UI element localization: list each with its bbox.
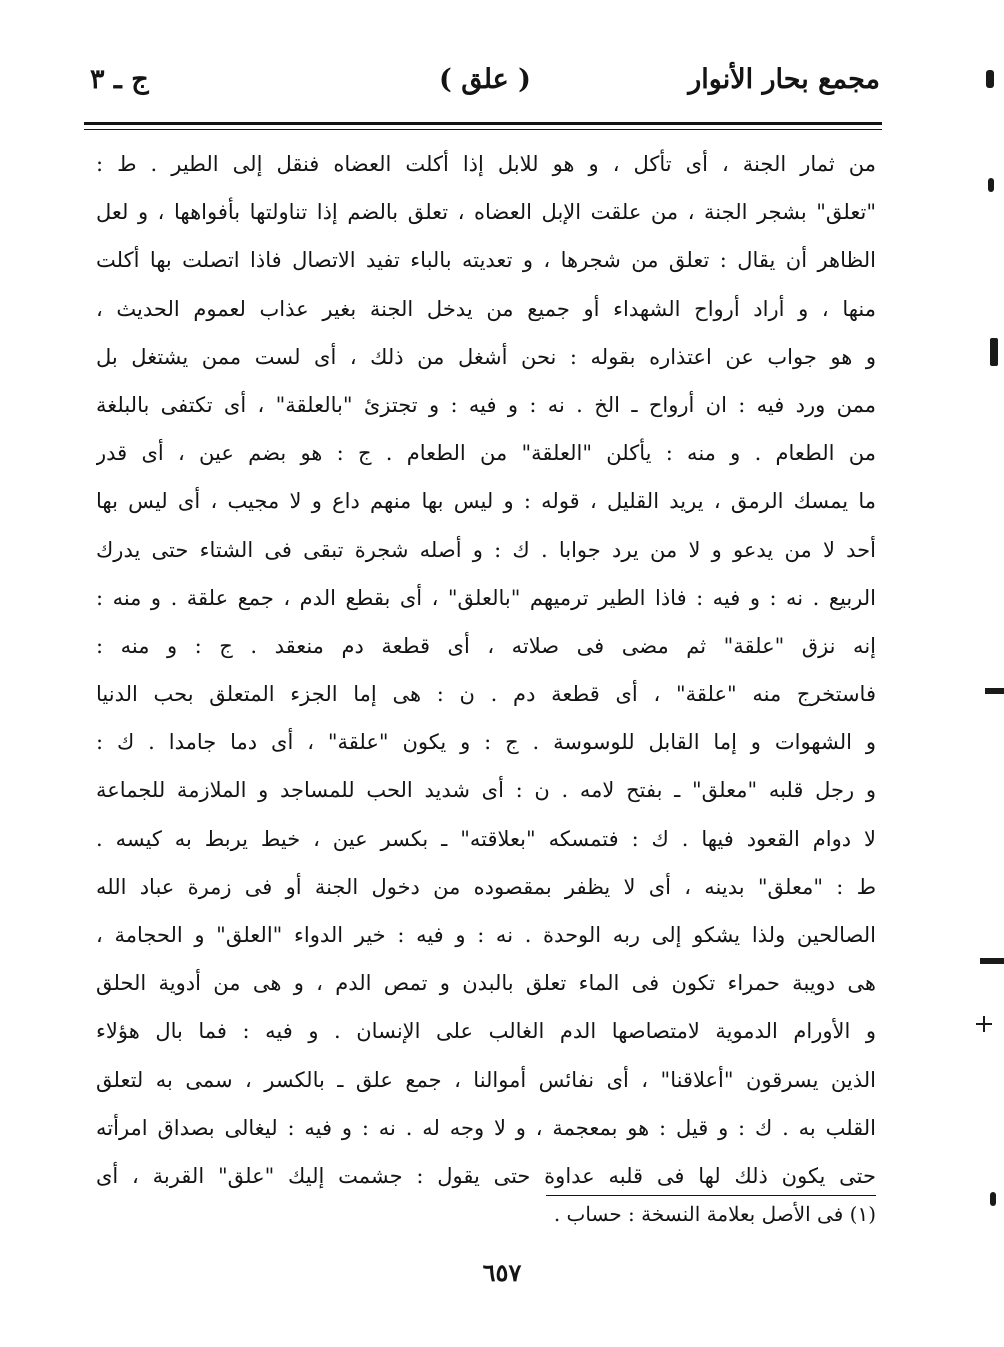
scan-mark (986, 70, 994, 88)
text-line: و هو جواب عن اعتذاره بقوله : نحن أشغل من ذلك ، أى لست ممن يشتغل بل (96, 344, 876, 369)
text-line: و الأورام الدموية لامتصاصها الدم الغالب على الإنسان . و فيه : فما بال هؤلاء (96, 1019, 876, 1044)
scan-mark (988, 178, 994, 192)
scan-mark (985, 688, 1004, 694)
page-number: ٦٥٧ (482, 1258, 522, 1287)
text-line: ط : "معلق" بدينه ، أى لا يظفر بمقصوده من دخول الجنة أو فى زمرة عباد الله (96, 874, 876, 899)
book-title: مجمع بحار الأنوار (688, 64, 880, 95)
footnote: (١) فى الأصل بعلامة النسخة : حساب . (553, 1202, 876, 1226)
scan-mark (990, 1192, 996, 1206)
text-line: الربيع . نه : و فيه : فاذا الطير ترميهم "بالعلق" ، أى بقطع الدم ، جمع علقة . و منه : (96, 585, 876, 610)
scan-mark (983, 1016, 985, 1032)
text-line: إنه نزق "علقة" ثم مضى فى صلاته ، أى قطعة دم منعقد . ج : و منه : (96, 633, 876, 658)
text-line: "تعلق" بشجر الجنة ، من علقت الإبل العضاه ، تعلق بالضم إذا تناولتها بأفواهها ، و لعل (96, 200, 876, 225)
text-line: هى دويبة حمراء تكون فى الماء تعلق بالبدن و تمص الدم ، و هى من أدوية الحلق (96, 971, 876, 996)
text-line: الظاهر أن يقال : تعلق من شجرها ، و تعديته بالباء تفيد الاتصال فاذا اتصلت بها أكلت (96, 248, 876, 273)
text-line: القلب به . ك : و قيل : هو بمعجمة ، و لا وجه له . نه : و فيه : ليغالى بصداق امرأته (96, 1115, 876, 1140)
text-line: ممن ورد فيه : ان أرواح ـ الخ . نه : و فيه : و تجتزئ "بالعلقة" ، أى تكتفى بالبلغة (96, 392, 876, 417)
text-line: و رجل قلبه "معلق" ـ بفتح لامه . ن : أى شديد الحب للمساجد و الملازمة للجماعة (96, 778, 876, 803)
text-line: الذين يسرقون "أعلاقنا" ، أى نفائس أموالنا ، جمع علق ـ بالكسر ، سمى به لتعلق (96, 1067, 876, 1092)
text-line: فاستخرج منه "علقة" ، أى قطعة دم . ن : هى إما الجزء المتعلق بحب الدنيا (96, 682, 876, 707)
text-line: و الشهوات و إما القابل للوسوسة . ج : و يكون "علقة" ، أى دما جامدا . ك : (96, 730, 876, 755)
scan-mark (990, 338, 998, 366)
text-line: حتى يكون ذلك لها فى قلبه عداوة حتى يقول : جشمت إليك "علق" القربة ، أى (96, 1163, 876, 1188)
header-rule-thin (84, 129, 882, 130)
entry-heading: ( علق ) (439, 64, 531, 95)
volume-label: ج ـ ٣ (90, 64, 149, 95)
body-text (96, 140, 876, 1200)
footnote-rule (546, 1195, 876, 1196)
header-rule-thick (84, 122, 882, 125)
text-line: من ثمار الجنة ، أى تأكل ، و هو للابل إذا أكلت العضاه فنقل إلى الطير . ط : (96, 152, 876, 176)
scan-mark (980, 958, 1004, 964)
text-line: ما يمسك الرمق ، يريد القليل ، قوله : و ليس بها منهم داع و لا مجيب ، أى ليس بها (96, 489, 876, 514)
text-line: لا دوام القعود فيها . ك : فتمسكه "بعلاقته" ـ بكسر عين ، خيط يربط به كيسه . (96, 826, 876, 851)
text-line: الصالحين ولذا يشكو إلى ربه الوحدة . نه : و فيه : خير الدواء "العلق" و الحجامة ، (96, 923, 876, 947)
text-line: أحد لا من يدعو و لا من يرد جوابا . ك : و أصله شجرة تبقى فى الشتاء حتى يدرك (96, 537, 876, 562)
text-line: من الطعام . و منه : يأكلن "العلقة" من الطعام . ج : هو بضم عين ، أى قدر (96, 441, 876, 466)
text-line: منها ، و أراد أرواح الشهداء أو جميع من يدخل الجنة بغير عذاب لعموم الحديث ، (96, 296, 876, 321)
running-head (90, 64, 880, 108)
